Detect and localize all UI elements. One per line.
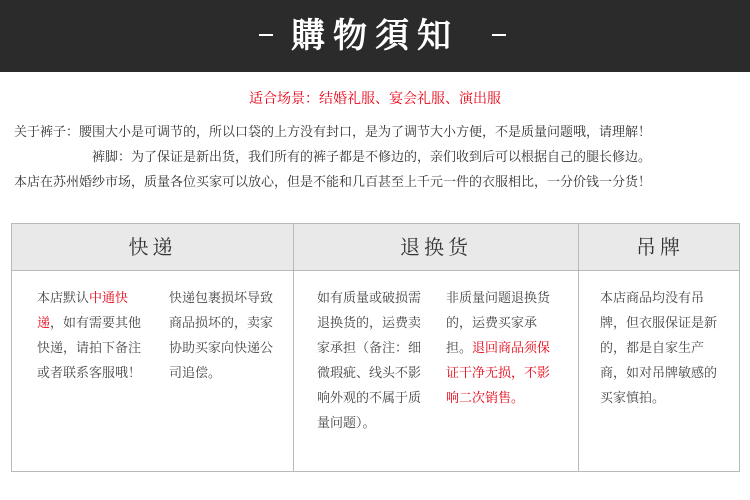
note-pants: 关于裤子：腰围大小是可调节的，所以口袋的上方没有封口，是为了调节大小方便，不是质量问题哦，请理解！: [14, 125, 652, 140]
returns-condition-highlight: 退回商品须保证干净无损，不影响二次销售。: [446, 341, 551, 406]
header-tag: 吊牌: [636, 235, 684, 259]
tag-text: 本店商品均没有吊牌，但衣服保证是新的，都是自家生产商，如对吊牌敏感的买家慎拍。: [600, 291, 718, 406]
returns-nonquality-pre: 非质量问题退换货的，运费买家承担。: [446, 291, 551, 356]
applicable-scenes: 适合场景：结婚礼服、宴会礼服、演出服: [249, 91, 501, 107]
title-dash-right: [492, 34, 506, 36]
express-courier-highlight: 中通快递: [37, 291, 129, 331]
note-hem: 裤脚：为了保证是新出货，我们所有的裤子都是不修边的，亲们收到后可以根据自己的腿长修边。: [92, 150, 652, 165]
header-returns: 退换货: [400, 235, 472, 259]
express-default-post: ，如有需要其他快递，请拍下备注或者联系客服哦！: [37, 316, 142, 381]
express-default-pre: 本店默认: [37, 291, 90, 306]
page-title: 購物須知: [291, 16, 459, 56]
header-express: 快递: [128, 235, 177, 259]
policy-table: [11, 223, 740, 472]
returns-nonquality-text: [446, 286, 554, 411]
returns-quality-text: 如有质量或破损需退换货的，运费卖家承担（备注：细微瑕疵、线头不影响外观的不属于质量问题）。: [317, 291, 422, 431]
express-damage-text: 快递包裹损坏导致商品损坏的，卖家协助买家向快递公司追偿。: [169, 291, 274, 381]
note-quality: 本店在苏州婚纱市场，质量各位买家可以放心，但是不能和几百甚至上千元一件的衣服相比，一分价钱一分货！: [14, 175, 652, 190]
header-banner: [0, 0, 750, 72]
express-default-text: [37, 286, 145, 386]
notes-block: [14, 120, 740, 195]
